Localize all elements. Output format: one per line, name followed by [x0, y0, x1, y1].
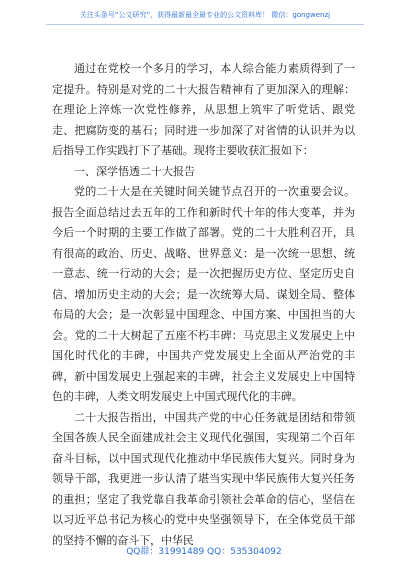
intro-paragraph: 通过在党校一个多月的学习，本人综合能力素质得到了一定提升。特别是对党的二十大报告精神有了更加深入的理解：在理论上淬炼一次党性修养，从思想上筑牢了听党话、跟党走、把腐防变的基石；同时进一步加深了对省情的认识并为以后指导工作实践打下了基础。现将主要收获汇报如下： [52, 62, 355, 157]
section-heading: 一、深学悟透二十大报告 [74, 164, 195, 178]
body-paragraph: 党的二十大是在关键时间关键节点召开的一次重要会议。报告全面总结过去五年的工作和新时代十年的伟大变革，并为今后一个时期的主要工作做了部署。党的二十大胜利召开，具有很高的政治、历史、战略、世界意义：是一次统一思想、统一意志、统一行动的大会；是一次把握历史方位、坚定历史自信、增加历史主动的大会；是一次统筹大局、谋划全局、整体布局的大会；是一次彰显中国理念、中国方案、中国担当的大会。党的二十大树起了五座不朽丰碑：马克思主义发展史上中国化时代化的丰碑，中国共产党发展史上全面从严治党的丰碑，新中国发展史上强起来的丰碑，社会主义发展史上中国特色的丰碑，人类文明发展史上中国式现代化的丰碑。 [52, 185, 355, 403]
page-header-banner: 关注头条号“公文研究”，获得最新最全最专业的公文资料库！ 微信：gongwenzj [46, 6, 364, 25]
page-footer-contact: QQ群：31991489 QQ：535304092 [126, 547, 282, 557]
document-body [52, 59, 355, 551]
body-paragraph: 二十大报告指出，中国共产党的中心任务就是团结和带领全国各族人民全面建成社会主义现代化强国，实现第二个百年奋斗目标，以中国式现代化推动中华民族伟大复兴。同时身为领导干部，我更进一步认清了堪当实现中华民族伟大复兴任务的重担；坚定了我党靠自我革命引领社会革命的信心，坚信在以习近平总书记为核心的党中央坚强领导下，在全体党员干部的坚持不懈的奋斗下，中华民 [52, 410, 355, 547]
